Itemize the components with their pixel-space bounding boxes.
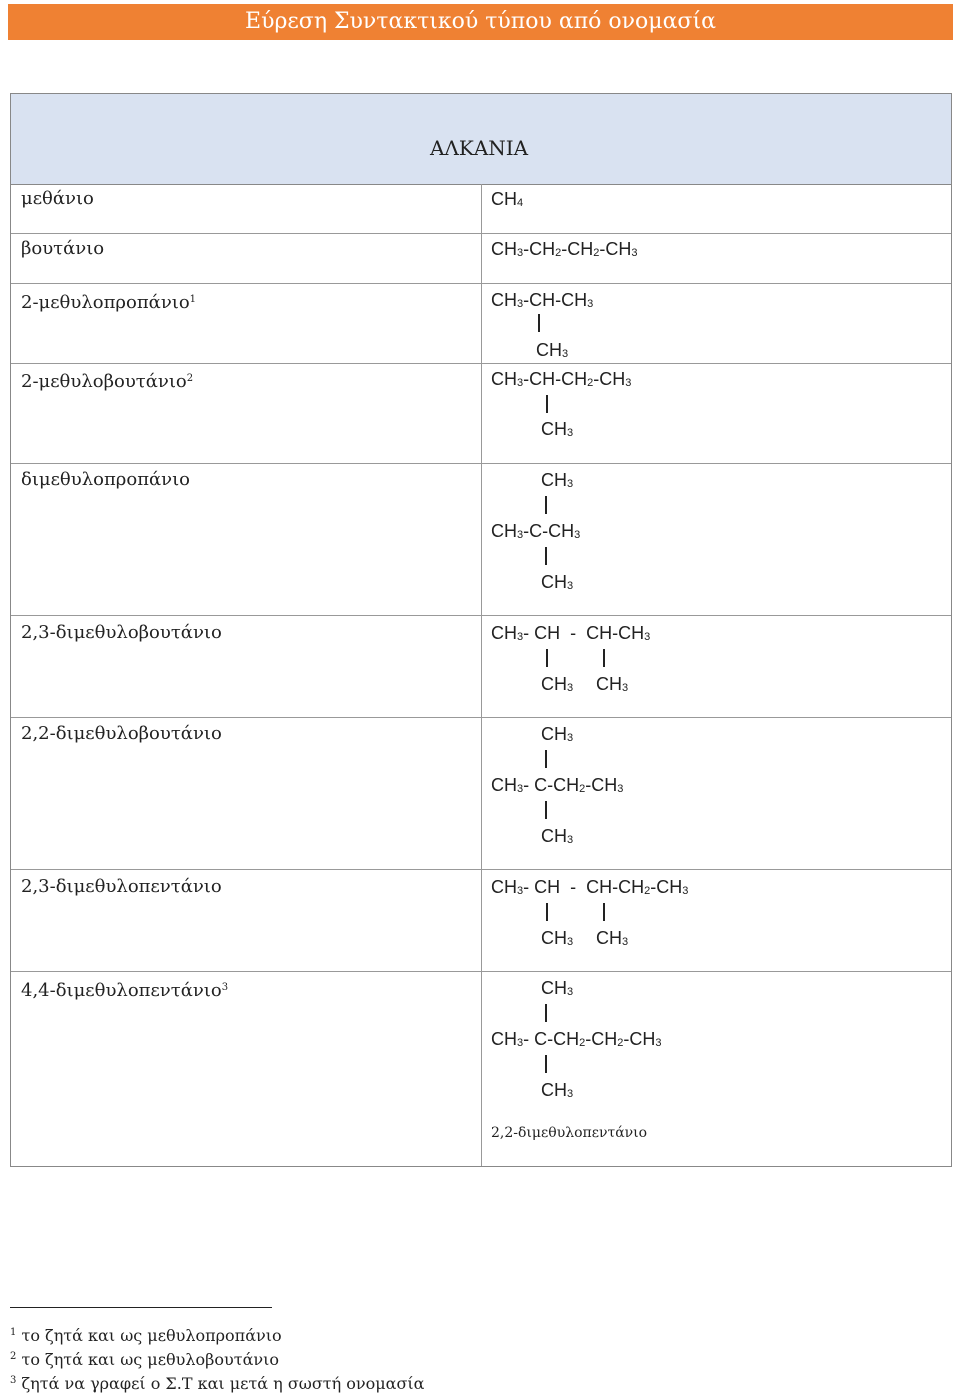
formula-text: - CH - CH-CH	[523, 877, 645, 897]
formula-subscript: 3	[517, 885, 524, 897]
formula-subscript: 2	[587, 377, 594, 389]
formula-text: CH	[541, 826, 567, 846]
structural-formula	[491, 367, 631, 395]
formula-text: -C-CH	[523, 521, 575, 541]
formula-subscript: 2	[555, 247, 562, 259]
compound-name: βουτάνιο	[21, 238, 105, 259]
formula-subscript: 3	[567, 580, 574, 592]
formula-subscript: 3	[682, 885, 689, 897]
branch-group	[541, 570, 573, 598]
row-divider	[11, 869, 951, 870]
compound-name: 2,2-διμεθυλοβουτάνιο	[21, 723, 222, 744]
structural-formula	[491, 288, 593, 316]
formula-subscript: 3	[574, 529, 581, 541]
row-divider	[11, 717, 951, 718]
formula-text: CH	[596, 674, 622, 694]
formula-subscript: 3	[617, 783, 624, 795]
formula-text: -CH-CH	[523, 290, 588, 310]
compound-name: 2-μεθυλοπροπάνιο$^1$	[21, 292, 197, 313]
branch-group	[541, 722, 573, 750]
formula-subscript: 3	[517, 298, 524, 310]
formula-subscript: 3	[622, 936, 629, 948]
formula-text: -CH	[585, 775, 618, 795]
bond-line	[546, 649, 548, 667]
formula-text: CH	[491, 623, 517, 643]
formula-subscript: 3	[517, 631, 524, 643]
structural-formula	[491, 773, 623, 801]
formula-subscript: 3	[567, 986, 574, 998]
formula-subscript: 3	[567, 478, 574, 490]
branch-group	[541, 926, 573, 954]
compound-name: διμεθυλοπροπάνιο	[21, 469, 191, 490]
bond-line	[545, 750, 547, 768]
footnote: $^3$ ζητά να γραφεί ο Σ.Τ και μετά η σωστή ονομασία	[10, 1374, 425, 1393]
bond-line	[603, 903, 605, 921]
formula-subscript: 3	[631, 247, 638, 259]
structural-formula	[491, 519, 580, 547]
formula-subscript: 3	[567, 682, 574, 694]
formula-text: -CH	[593, 369, 626, 389]
branch-group	[541, 672, 573, 700]
formula-subscript: 2	[579, 1037, 586, 1049]
row-divider	[11, 971, 951, 972]
row-divider	[11, 233, 951, 234]
bond-line	[545, 1055, 547, 1073]
formula-text: CH	[491, 775, 517, 795]
bond-line	[545, 547, 547, 565]
formula-text: CH	[596, 928, 622, 948]
formula-text: - C-CH	[523, 1029, 580, 1049]
bond-line	[538, 314, 540, 332]
formula-subscript: 3	[625, 377, 632, 389]
bond-line	[546, 903, 548, 921]
compound-name: 2,3-διμεθυλοπεντάνιο	[21, 876, 222, 897]
bond-line	[603, 649, 605, 667]
branch-group	[541, 417, 573, 445]
structural-formula	[491, 621, 650, 649]
formula-subscript: 3	[517, 1037, 524, 1049]
formula-subscript: 3	[644, 631, 651, 643]
footnote-separator	[10, 1307, 272, 1308]
formula-subscript: 2	[579, 783, 586, 795]
compound-name: μεθάνιο	[21, 188, 94, 209]
formula-text: CH	[536, 340, 562, 360]
alkanes-table	[10, 93, 952, 1167]
bond-line	[545, 496, 547, 514]
formula-subscript: 2	[617, 1037, 624, 1049]
formula-text: CH	[541, 470, 567, 490]
formula-subscript: 2	[593, 247, 600, 259]
table-header-label: ΑΛΚΑΝΙΑ	[430, 136, 529, 160]
formula-subscript: 4	[517, 197, 524, 209]
formula-subscript: 3	[567, 732, 574, 744]
formula-subscript: 3	[622, 682, 629, 694]
formula-text: CH	[541, 674, 567, 694]
structural-formula	[491, 1027, 662, 1055]
formula-text: CH	[491, 290, 517, 310]
compound-name: 2,3-διμεθυλοβουτάνιο	[21, 622, 222, 643]
formula-subscript: 3	[517, 377, 524, 389]
formula-subscript: 3	[587, 298, 594, 310]
formula-subscript: 3	[517, 529, 524, 541]
row-divider	[11, 363, 951, 364]
compound-name: 2-μεθυλοβουτάνιο$^2$	[21, 371, 194, 392]
formula-text: CH	[491, 239, 517, 259]
formula-text: CH	[491, 877, 517, 897]
column-divider	[481, 184, 482, 1166]
row-divider	[11, 615, 951, 616]
formula-text: CH	[491, 1029, 517, 1049]
formula-text: CH	[491, 369, 517, 389]
formula-text: CH	[541, 572, 567, 592]
formula-subscript: 3	[562, 348, 569, 360]
formula-subscript: 3	[567, 427, 574, 439]
formula-text: CH	[541, 978, 567, 998]
formula-text: CH	[491, 521, 517, 541]
branch-group	[541, 1078, 573, 1106]
footnote: $^1$ το ζητά και ως μεθυλοπροπάνιο	[10, 1326, 282, 1345]
branch-group	[541, 976, 573, 1004]
branch-group	[536, 338, 568, 366]
row-divider	[11, 283, 951, 284]
branch-group	[541, 468, 573, 496]
formula-text: -CH	[585, 1029, 618, 1049]
bond-line	[546, 395, 548, 413]
table-header	[11, 94, 951, 185]
formula-text: CH	[541, 724, 567, 744]
formula-text: -CH	[523, 239, 556, 259]
formula-text: CH	[541, 1080, 567, 1100]
row-divider	[11, 463, 951, 464]
branch-group	[596, 926, 628, 954]
bond-line	[545, 801, 547, 819]
bond-line	[545, 1004, 547, 1022]
structural-formula	[491, 187, 523, 215]
formula-subscript: 3	[567, 834, 574, 846]
formula-text: -CH	[599, 239, 632, 259]
correct-name-note: 2,2-διμεθυλοπεντάνιο	[491, 1125, 648, 1141]
page-title: Εύρεση Συντακτικού τύπου από ονομασία	[8, 4, 953, 40]
formula-text: -CH-CH	[523, 369, 588, 389]
formula-subscript: 3	[655, 1037, 662, 1049]
formula-text: - CH - CH-CH	[523, 623, 645, 643]
formula-text: CH	[491, 189, 517, 209]
formula-text: CH	[541, 419, 567, 439]
formula-text: -CH	[561, 239, 594, 259]
structural-formula	[491, 237, 638, 265]
formula-subscript: 3	[567, 1088, 574, 1100]
structural-formula	[491, 875, 688, 903]
formula-subscript: 3	[517, 247, 524, 259]
formula-text: -CH	[623, 1029, 656, 1049]
branch-group	[541, 824, 573, 852]
formula-subscript: 2	[644, 885, 651, 897]
formula-subscript: 3	[567, 936, 574, 948]
formula-text: CH	[541, 928, 567, 948]
branch-group	[596, 672, 628, 700]
formula-text: -CH	[650, 877, 683, 897]
formula-text: - C-CH	[523, 775, 580, 795]
compound-name: 4,4-διμεθυλοπεντάνιο$^3$	[21, 980, 229, 1001]
footnote: $^2$ το ζητά και ως μεθυλοβουτάνιο	[10, 1350, 280, 1369]
formula-subscript: 3	[517, 783, 524, 795]
